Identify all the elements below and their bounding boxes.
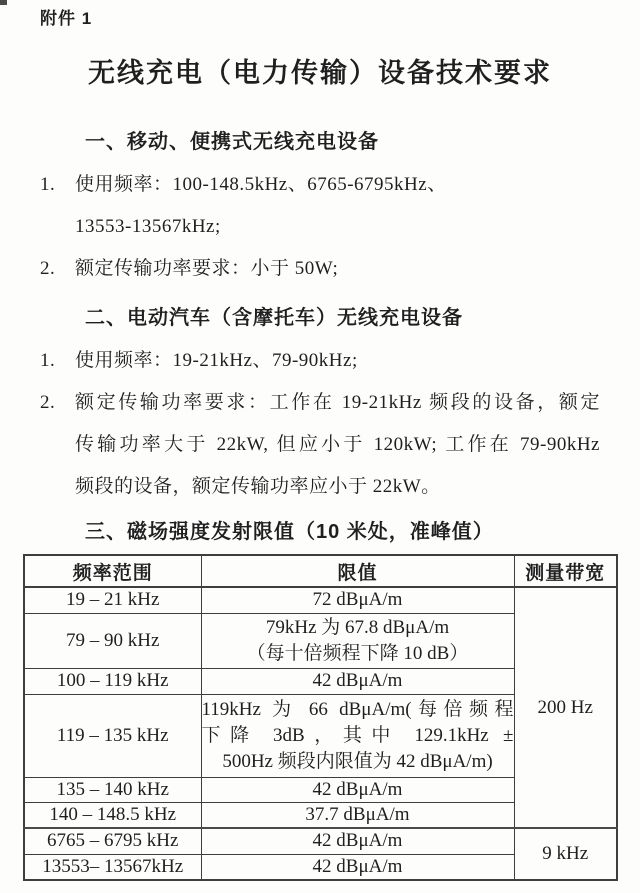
item-number: 1. — [40, 174, 56, 195]
frequency-cell: 19 – 21 kHz — [24, 587, 201, 613]
item-text-line: 使用频率：19-21kHz、79-90kHz; — [75, 350, 358, 371]
limit-cell: 42 dBμA/m — [201, 854, 514, 880]
frequency-cell: 6765 – 6795 kHz — [24, 828, 201, 854]
limit-cell: 72 dBμA/m — [201, 587, 514, 613]
section-2-heading: 二、电动汽车（含摩托车）无线充电设备 — [85, 307, 463, 329]
bandwidth-cell: 200 Hz — [514, 587, 617, 828]
frequency-cell: 119 – 135 kHz — [24, 694, 201, 777]
item-text-line: 使用频率：100-148.5kHz、6765-6795kHz、 — [75, 174, 447, 195]
item-text-line: 额定传输功率要求：工作在 19-21kHz 频段的设备，额定 — [75, 392, 600, 413]
section-1-items — [0, 164, 640, 290]
section-1-heading: 一、移动、便携式无线充电设备 — [85, 131, 379, 153]
column-header-frequency-range: 频率范围 — [24, 555, 201, 587]
limit-cell: 119kHz 为 66 dBμA/m(每倍频程 下降 3dB，其中 129.1kHz ± 500Hz 频段内限值为 42 dBμA/m) — [201, 694, 514, 777]
column-header-measurement-bandwidth: 测量带宽 — [514, 555, 617, 587]
item-number: 2. — [40, 258, 56, 279]
list-item — [0, 382, 640, 508]
limit-cell: 42 dBμA/m — [201, 668, 514, 694]
limit-cell: 37.7 dBμA/m — [201, 802, 514, 828]
item-text-line: 13553-13567kHz; — [75, 216, 221, 237]
frequency-cell: 100 – 119 kHz — [24, 668, 201, 694]
frequency-cell: 135 – 140 kHz — [24, 777, 201, 802]
limits-table — [23, 554, 618, 881]
table-header-row — [24, 555, 617, 587]
frequency-cell: 79 – 90 kHz — [24, 613, 201, 668]
item-text-line: 传输功率大于 22kW, 但应小于 120kW; 工作在 79-90kHz — [75, 434, 600, 455]
section-2-items — [0, 340, 640, 508]
scan-artifact — [0, 0, 7, 5]
item-text-line: 额定传输功率要求：小于 50W; — [75, 258, 339, 279]
limit-cell: 42 dBμA/m — [201, 828, 514, 854]
table-row — [24, 587, 617, 613]
item-text-line: 频段的设备，额定传输功率应小于 22kW。 — [75, 476, 441, 497]
item-number: 2. — [40, 392, 56, 413]
bandwidth-cell: 9 kHz — [514, 828, 617, 880]
limit-cell: 79kHz 为 67.8 dBμA/m （每十倍频程下降 10 dB） — [201, 613, 514, 668]
list-item — [0, 164, 640, 248]
list-item — [0, 340, 640, 382]
page-title: 无线充电（电力传输）设备技术要求 — [88, 58, 552, 88]
item-number: 1. — [40, 350, 56, 371]
frequency-cell: 140 – 148.5 kHz — [24, 802, 201, 828]
section-3-heading: 三、磁场强度发射限值（10 米处，准峰值） — [85, 521, 494, 543]
list-item — [0, 248, 640, 290]
column-header-limit: 限值 — [201, 555, 514, 587]
frequency-cell: 13553– 13567kHz — [24, 854, 201, 880]
table-row — [24, 828, 617, 854]
attachment-label: 附件 1 — [40, 9, 93, 28]
limit-cell: 42 dBμA/m — [201, 777, 514, 802]
